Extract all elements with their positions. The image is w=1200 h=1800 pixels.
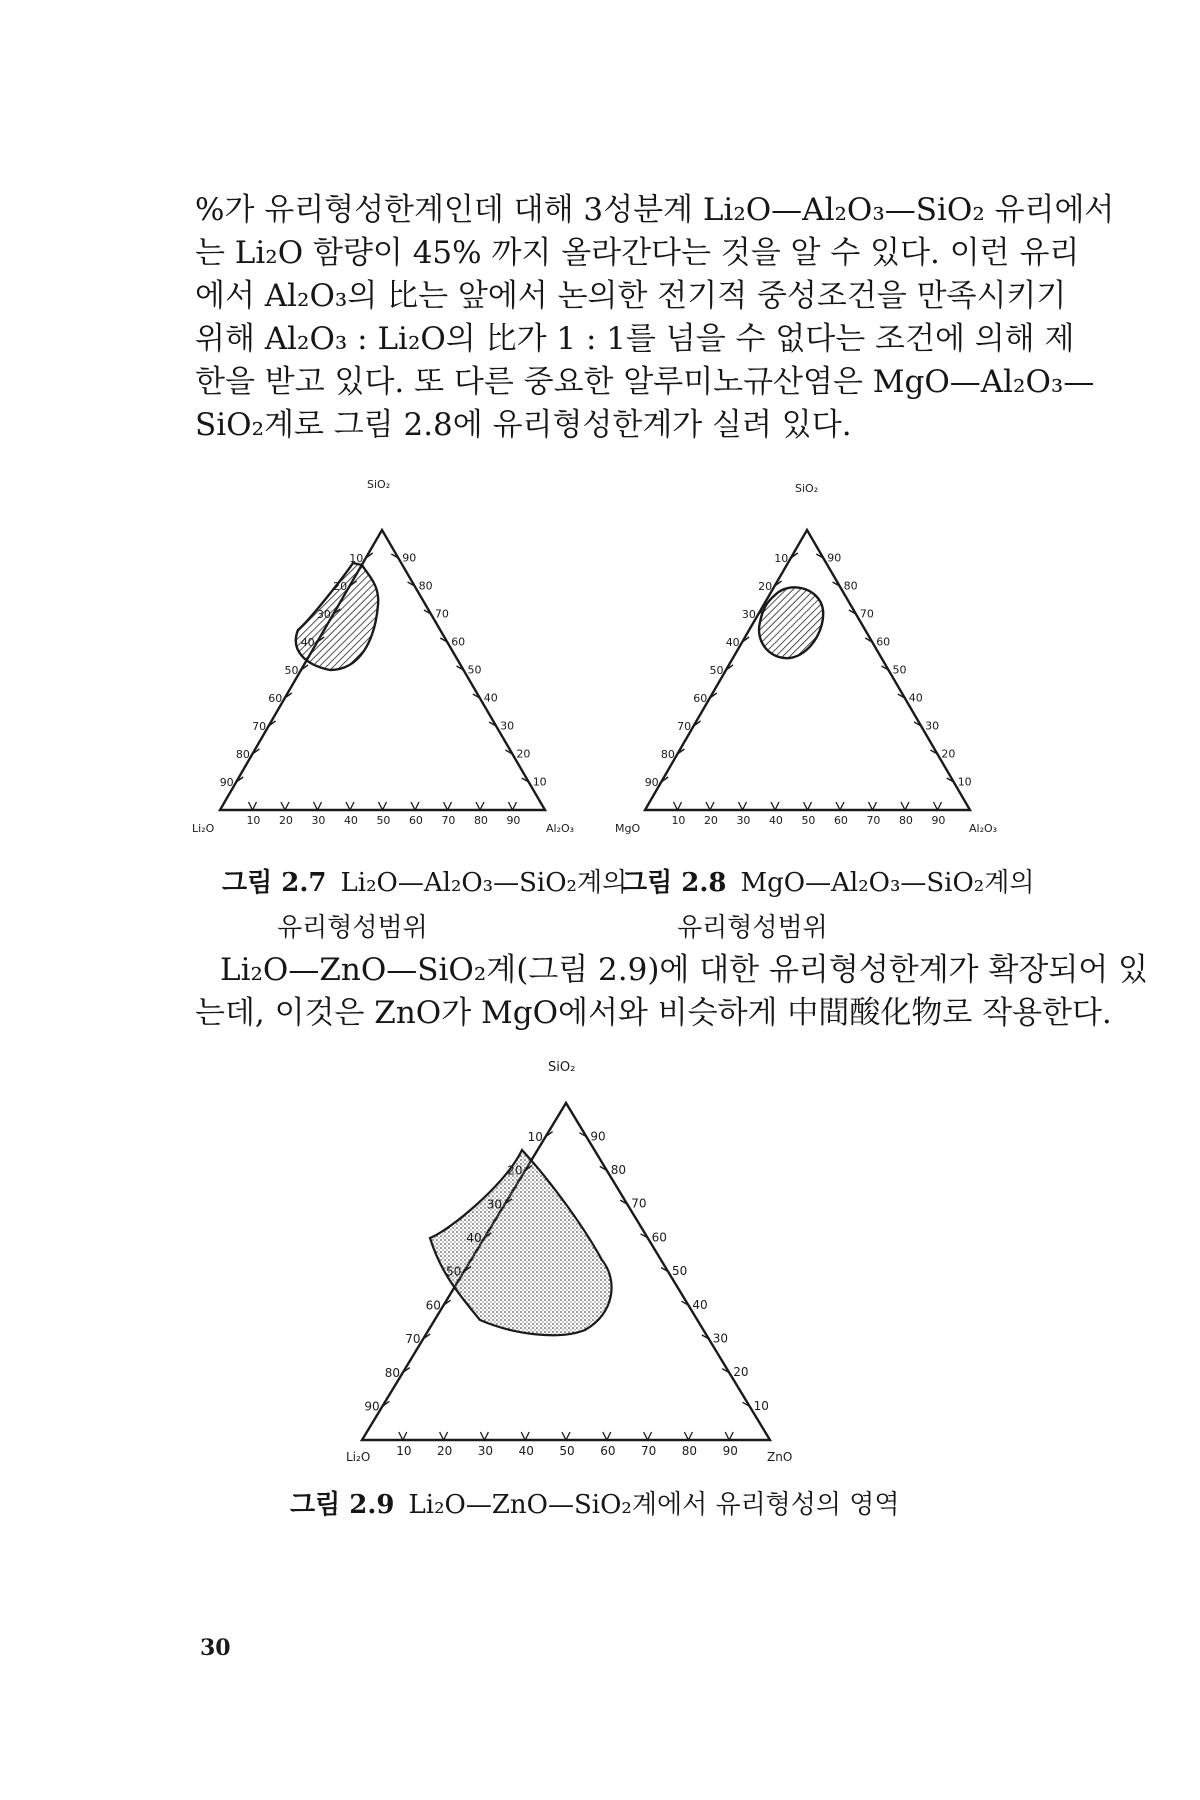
figure-2-7-ternary-diagram xyxy=(190,470,590,840)
right-tick-label: 40 xyxy=(692,1297,708,1312)
left-tick-label: 10 xyxy=(527,1129,543,1144)
bottom-tick-label: 20 xyxy=(278,813,293,827)
bottom-tick-label: 80 xyxy=(898,813,913,827)
bottom-tick-label: 40 xyxy=(518,1444,534,1458)
right-tick-label: 80 xyxy=(418,579,433,593)
left-tick-label: 30 xyxy=(486,1197,503,1212)
bottom-tick-label: 90 xyxy=(506,813,521,827)
bottom-tick-label: 10 xyxy=(671,813,686,827)
bottom-tick-label: 50 xyxy=(801,813,816,827)
bottom-tick-label: 10 xyxy=(396,1444,412,1458)
left-tick-label: 10 xyxy=(349,551,364,565)
bottom-tick-label: 20 xyxy=(703,813,718,827)
apex-label: SiO₂ xyxy=(795,482,819,495)
right-corner-label: Al₂O₃ xyxy=(546,822,575,835)
left-tick-label: 60 xyxy=(268,691,283,705)
text-line: 는 Li₂O 함량이 45% 까지 올라간다는 것을 알 수 있다. 이런 유리 xyxy=(195,235,1080,271)
right-tick-label: 10 xyxy=(532,775,547,789)
left-tick-label: 80 xyxy=(660,747,675,761)
bottom-tick-label: 90 xyxy=(722,1444,738,1458)
triangle-outline xyxy=(220,530,545,810)
text-line: %가 유리형성한계인데 대해 3성분계 Li₂O—Al₂O₃—SiO₂ 유리에서 xyxy=(195,192,1115,228)
right-corner-label: Al₂O₃ xyxy=(969,822,998,835)
bottom-tick-label: 20 xyxy=(437,1444,453,1458)
left-tick-label: 20 xyxy=(507,1163,523,1178)
bottom-axis-ticks xyxy=(246,802,520,827)
bottom-tick-label: 50 xyxy=(376,813,391,827)
left-corner-label: Li₂O xyxy=(192,822,215,835)
left-tick-label: 10 xyxy=(774,551,789,565)
left-tick-label: 60 xyxy=(693,691,708,705)
right-tick-label: 60 xyxy=(876,635,891,649)
bottom-tick-label: 60 xyxy=(833,813,848,827)
right-tick-label: 90 xyxy=(590,1129,606,1144)
left-tick-label: 40 xyxy=(300,635,315,649)
bottom-tick-label: 60 xyxy=(600,1444,616,1458)
right-tick-label: 80 xyxy=(610,1163,627,1177)
right-tick-label: 50 xyxy=(892,663,907,677)
glass-formation-region xyxy=(430,1150,612,1335)
figure-2-9-caption xyxy=(290,1484,900,1521)
right-tick-label: 60 xyxy=(451,635,466,649)
figure-2-9-ternary-diagram xyxy=(340,1055,820,1475)
bottom-tick-label: 90 xyxy=(931,813,946,827)
text-line: SiO₂계로 그림 2.8에 유리형성한계가 실려 있다. xyxy=(195,407,852,443)
figure-number: 그림 2.9 xyxy=(290,1490,395,1520)
left-tick-label: 50 xyxy=(446,1264,462,1279)
left-tick-label: 40 xyxy=(466,1231,482,1245)
left-tick-label: 70 xyxy=(252,719,267,733)
left-tick-label: 80 xyxy=(235,747,250,761)
figure-number: 그림 2.7 xyxy=(222,868,327,898)
right-tick-label: 40 xyxy=(483,691,498,705)
bottom-axis-ticks xyxy=(396,1432,738,1458)
bottom-tick-label: 30 xyxy=(311,813,326,827)
caption-subtext: 유리형성범위 xyxy=(277,913,428,943)
bottom-tick-label: 60 xyxy=(408,813,423,827)
bottom-tick-label: 30 xyxy=(736,813,751,827)
left-tick-label: 50 xyxy=(709,663,724,677)
bottom-tick-label: 10 xyxy=(246,813,261,827)
left-corner-label: MgO xyxy=(615,822,641,835)
figure-number: 그림 2.8 xyxy=(622,868,727,898)
right-tick-label: 30 xyxy=(712,1331,729,1346)
text-line: 에서 Al₂O₃의 比는 앞에서 논의한 전기적 중성조건을 만족시키기 xyxy=(195,278,1067,314)
right-tick-label: 20 xyxy=(516,747,531,761)
caption-text: MgO—Al₂O₃—SiO₂계의 xyxy=(740,868,1035,898)
apex-label: SiO₂ xyxy=(367,478,391,491)
right-tick-label: 80 xyxy=(843,579,858,593)
right-tick-label: 70 xyxy=(859,607,874,621)
right-tick-label: 30 xyxy=(925,719,940,733)
bottom-tick-label: 40 xyxy=(768,813,783,827)
right-tick-label: 90 xyxy=(402,551,417,565)
bottom-axis-ticks xyxy=(671,802,945,827)
left-tick-label: 70 xyxy=(677,719,692,733)
bottom-tick-label: 70 xyxy=(441,813,456,827)
bottom-tick-label: 30 xyxy=(477,1444,494,1458)
left-tick-label: 60 xyxy=(425,1298,441,1313)
figure-2-8-ternary-diagram xyxy=(615,470,1015,840)
right-tick-label: 40 xyxy=(908,691,923,705)
left-tick-label: 50 xyxy=(284,663,299,677)
right-tick-label: 70 xyxy=(434,607,449,621)
caption-text: Li₂O—ZnO—SiO₂계에서 유리형성의 영역 xyxy=(408,1490,900,1520)
left-corner-label: Li₂O xyxy=(346,1450,371,1464)
text-line: 한을 받고 있다. 또 다른 중요한 알루미노규산염은 MgO—Al₂O₃— xyxy=(195,364,1095,400)
bottom-tick-label: 40 xyxy=(343,813,358,827)
figure-2-7-caption xyxy=(222,862,627,944)
left-tick-label: 90 xyxy=(644,775,659,789)
bottom-tick-label: 70 xyxy=(641,1444,657,1458)
left-tick-label: 90 xyxy=(364,1399,380,1414)
caption-text: Li₂O—Al₂O₃—SiO₂계의 xyxy=(340,868,628,898)
right-tick-label: 90 xyxy=(827,551,842,565)
caption-subtext: 유리형성범위 xyxy=(677,913,828,943)
figure-2-8-caption xyxy=(622,862,1034,944)
left-tick-label: 70 xyxy=(405,1332,421,1347)
bottom-tick-label: 80 xyxy=(681,1444,698,1458)
right-tick-label: 60 xyxy=(651,1230,667,1245)
right-tick-label: 20 xyxy=(733,1365,749,1380)
left-tick-label: 30 xyxy=(316,607,331,621)
right-corner-label: ZnO xyxy=(767,1450,793,1464)
left-tick-label: 90 xyxy=(219,775,234,789)
left-tick-label: 30 xyxy=(741,607,756,621)
bottom-tick-label: 50 xyxy=(559,1444,575,1458)
right-tick-label: 50 xyxy=(467,663,482,677)
page-number: 30 xyxy=(200,1635,231,1661)
right-tick-label: 30 xyxy=(500,719,515,733)
left-tick-label: 80 xyxy=(384,1365,401,1380)
bottom-tick-label: 70 xyxy=(866,813,881,827)
right-tick-label: 20 xyxy=(941,747,956,761)
triangle-outline xyxy=(645,530,970,810)
right-tick-label: 70 xyxy=(631,1196,647,1211)
right-tick-label: 10 xyxy=(957,775,972,789)
bottom-tick-label: 80 xyxy=(473,813,488,827)
text-line: 위해 Al₂O₃ : Li₂O의 比가 1 : 1를 넘을 수 없다는 조건에 의해 제 xyxy=(195,321,1075,357)
text-line: 는데, 이것은 ZnO가 MgO에서와 비슷하게 中間酸化物로 작용한다. xyxy=(195,995,1112,1031)
right-tick-label: 50 xyxy=(672,1264,688,1279)
left-tick-label: 40 xyxy=(725,635,740,649)
text-line: Li₂O—ZnO—SiO₂계(그림 2.9)에 대한 유리형성한계가 확장되어 있 xyxy=(220,952,1149,988)
left-tick-label: 20 xyxy=(333,579,348,593)
apex-label: SiO₂ xyxy=(548,1060,576,1075)
right-tick-label: 10 xyxy=(753,1398,769,1413)
left-tick-label: 20 xyxy=(758,579,773,593)
